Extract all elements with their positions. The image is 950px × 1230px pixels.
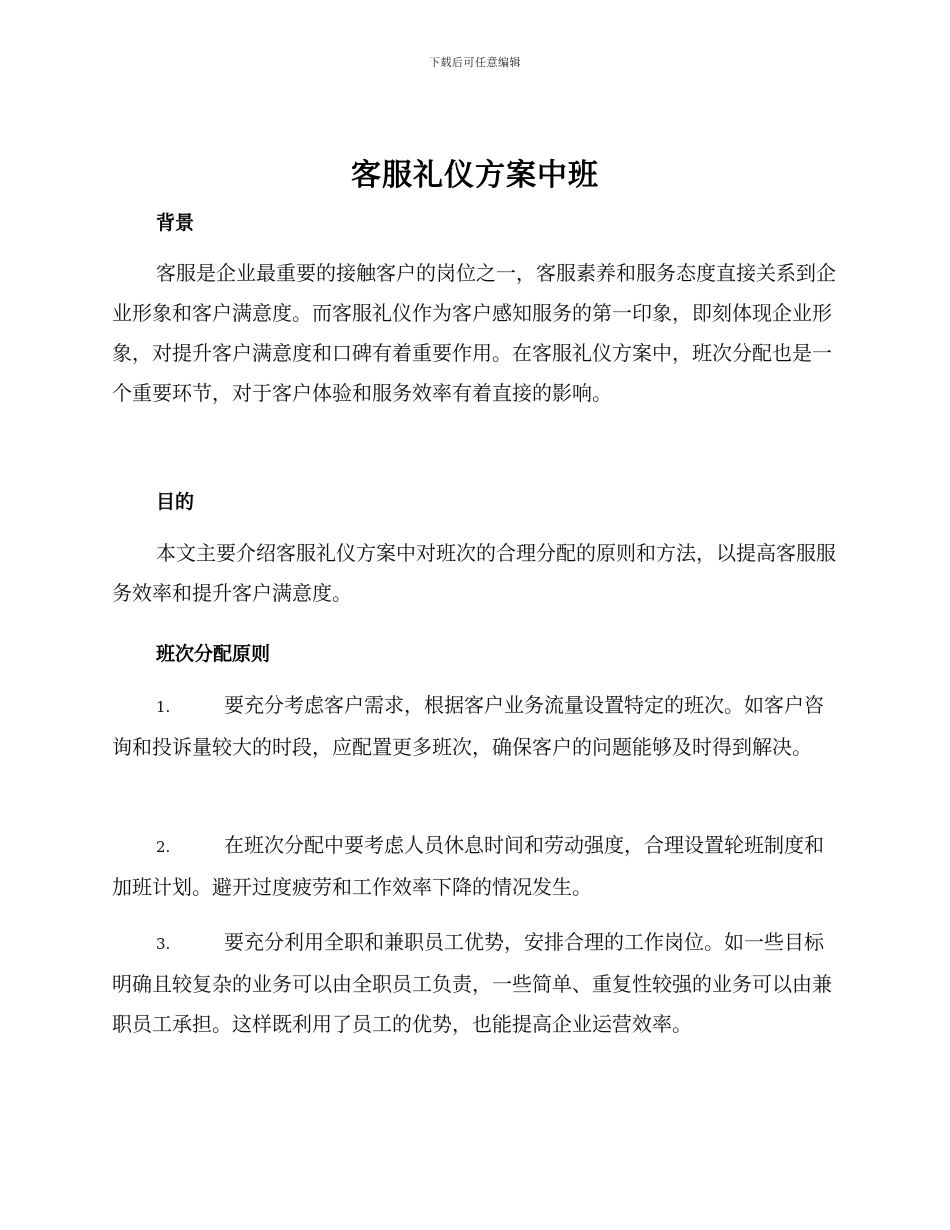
- section-heading-background: 背景: [156, 212, 195, 234]
- list-item-text: 在班次分配中要考虑人员休息时间和劳动强度，合理设置轮班制度和加班计划。避开过度疲劳和工作效率下降的情况发生。: [112, 833, 824, 899]
- list-item: [112, 685, 838, 767]
- list-item: [112, 825, 838, 907]
- list-item-text: 要充分利用全职和兼职员工优势，安排合理的工作岗位。如一些目标明确且较复杂的业务可以由全职员工负责，一些简单、重复性较强的业务可以由兼职员工承担。这样既利用了员工的优势，也能提高企业运营效率。: [112, 930, 832, 1036]
- list-item: [112, 922, 838, 1044]
- list-item-number: 2.: [156, 838, 171, 856]
- section-heading-shift-principles: 班次分配原则: [156, 643, 271, 665]
- page-header-note: 下载后可任意编辑: [429, 56, 521, 69]
- section-paragraph-purpose: 本文主要介绍客服礼仪方案中对班次的合理分配的原则和方法，以提高客服服务效率和提升客户满意度。: [112, 541, 836, 605]
- section-heading-purpose: 目的: [156, 491, 195, 513]
- list-item-number: 1.: [156, 698, 171, 716]
- section-paragraph-background: 客服是企业最重要的接触客户的岗位之一，客服素养和服务态度直接关系到企业形象和客户满意度。而客服礼仪作为客户感知服务的第一印象，即刻体现企业形象，对提升客户满意度和口碑有着重要作用。在客服礼仪方案中，班次分配也是一个重要环节，对于客户体验和服务效率有着直接的影响。: [112, 261, 836, 405]
- document-title: 客服礼仪方案中班: [351, 158, 599, 193]
- list-item-text: 要充分考虑客户需求，根据客户业务流量设置特定的班次。如客户咨询和投诉量较大的时段，应配置更多班次，确保客户的问题能够及时得到解决。: [112, 693, 824, 759]
- list-item-number: 3.: [156, 935, 171, 953]
